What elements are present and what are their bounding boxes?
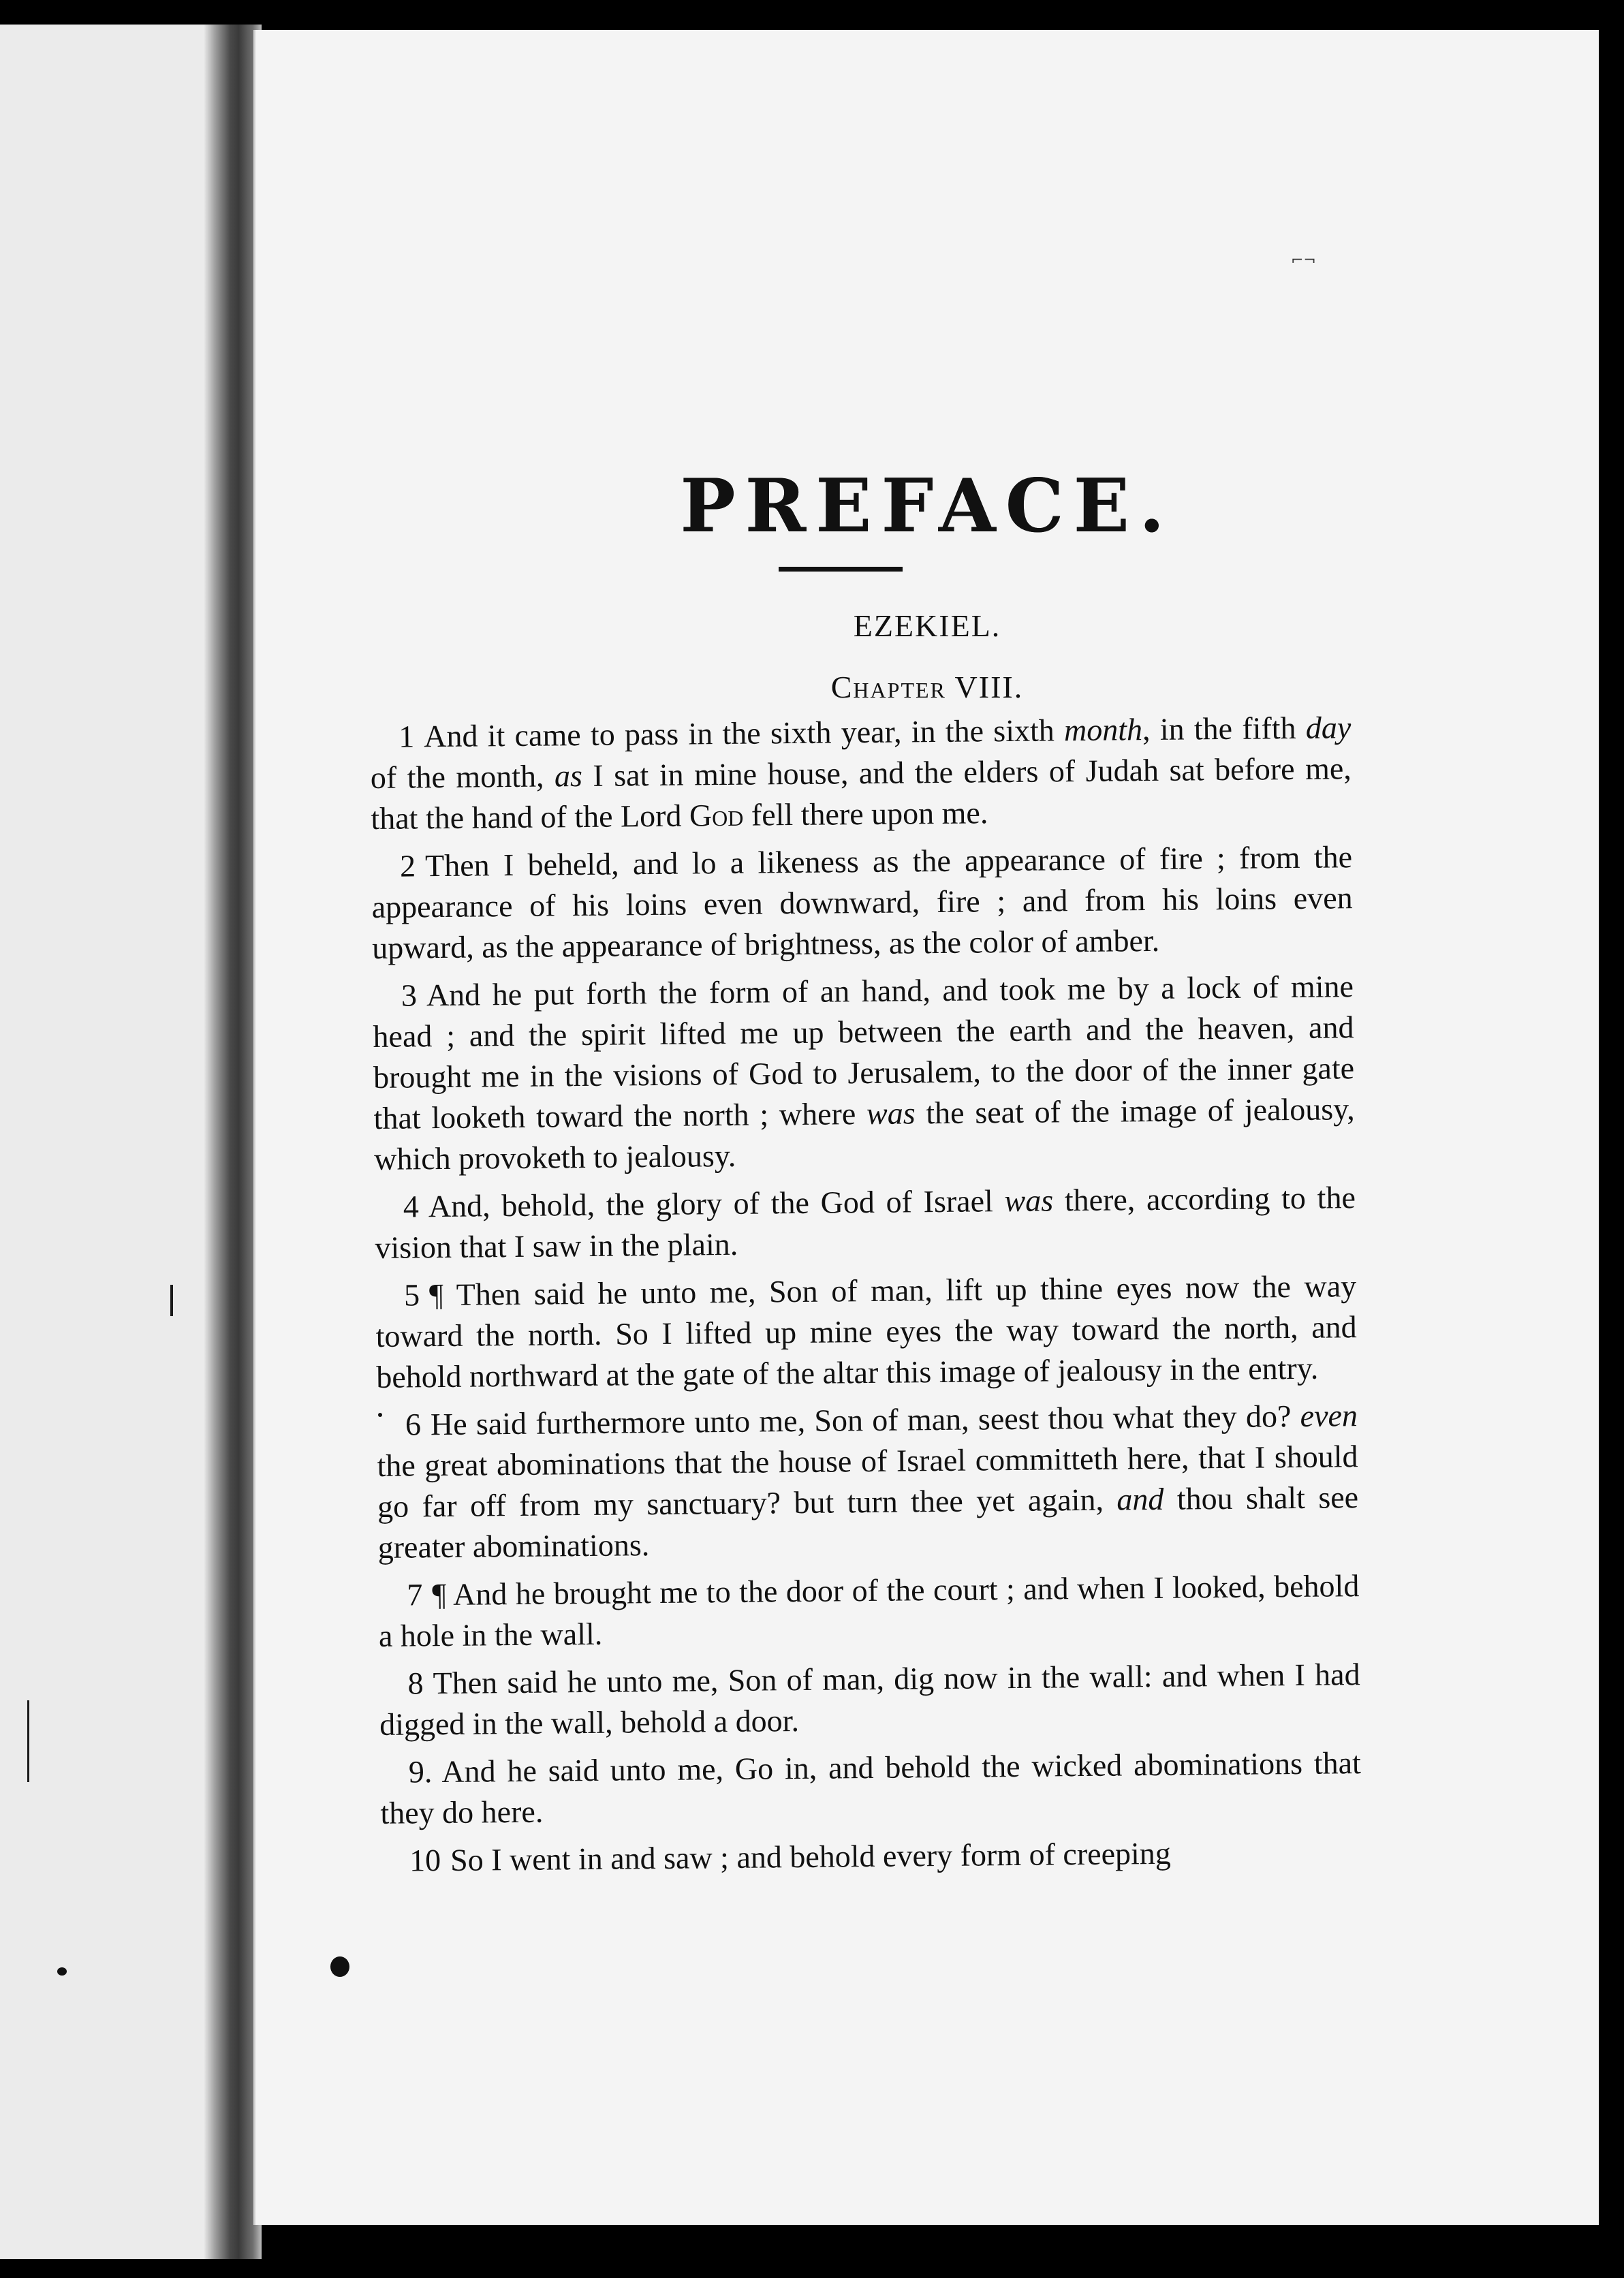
verse-text: And it came to pass in the sixth year, in the sixth [424,713,1065,754]
margin-mark [170,1285,173,1316]
verse-italic-text: was [866,1095,916,1132]
verse-paragraph [380,1743,1362,1834]
verse-number: 3 [401,978,418,1013]
book-heading: EZEKIEL. [853,608,1001,643]
preface-page [253,30,1599,2225]
verse-text: of the month, [370,758,555,795]
verse-number: 8 [407,1666,424,1701]
verse-text: , in the fifth [1142,710,1307,747]
ink-speck [57,1967,67,1976]
page-corner-mark: ⌐¬ [1291,252,1316,269]
verse-number: 9. [408,1754,433,1790]
facing-page-left [0,25,204,2259]
verse-text: the seat of the image of jealousy, which provoketh to jealousy. [373,1091,1355,1176]
verse-smallcaps-text: God [689,797,744,833]
margin-mark [27,1700,29,1782]
verse-paragraph [375,1266,1358,1398]
verse-text: ¶ Then said he unto me, Son of man, lift up thine eyes now the way toward the north. So I lifted up mine eyes the way toward the north, and behold northward at the gate of the altar this image of jealousy in the entry. [375,1268,1357,1394]
verse-number: 6 [405,1407,422,1442]
verse-paragraph [377,1395,1359,1568]
verse-italic-text: day [1305,710,1352,745]
verse-text: Then said he unto me, Son of man, dig now in the wall: and when I had digged in the wall, behold a door. [379,1657,1360,1742]
verse-number: 1 [399,719,415,754]
verse-text: And he said unto me, Go in, and behold the wicked abominations that they do here. [380,1745,1362,1830]
verse-number: 5 [403,1277,420,1313]
verse-list [370,707,1362,1888]
verse-paragraph [381,1831,1362,1882]
verse-italic-text: even [1300,1398,1358,1433]
verse-italic-text: was [1004,1183,1054,1219]
verse-paragraph [379,1654,1360,1745]
verse-paragraph [378,1565,1360,1657]
verse-text: And, behold, the glory of the God of Israel [428,1183,1005,1224]
title-rule [779,567,903,572]
verse-text: there, according to the vision that I saw in the plain. [375,1180,1356,1265]
verse-text: Then I beheld, and lo a likeness as the appearance of fire ; from the appearance of his loins even downward, fire ; and from his loins even upward, as the appearance of brightness, as the color of amber. [371,839,1353,965]
verse-text: I sat in mine house, and the elders of Judah sat before me, that the hand of the Lord [371,751,1352,836]
verse-text: the great abominations that the house of Israel committeth here, that I should go far off from my sanctuary? but turn thee yet again, [377,1439,1358,1524]
page-title: PREFACE. [680,463,1174,549]
verse-number: 2 [399,848,416,884]
verse-number: 7 [407,1577,423,1612]
verse-text: fell there upon me. [743,795,988,832]
verse-text: ¶ And he brought me to the door of the court ; and when I looked, behold a hole in the wall. [378,1568,1360,1653]
verse-italic-text: month [1063,712,1143,748]
verse-italic-text: as [554,758,583,794]
chapter-heading: Chapter VIII. [830,670,1024,704]
ink-speck [330,1956,349,1977]
verse-text: He said furthermore unto me, Son of man, seest thou what they do? [430,1398,1300,1442]
verse-text: So I went in and saw ; and behold every form of creeping [450,1835,1172,1877]
ink-speck [378,1413,382,1417]
verse-text: And he put forth the form of an hand, and took me by a lock of mine head ; and the spirit lifted me up between the earth and the heaven, and brought me in the visions of God to Jerusalem, to the door of the inner gate that looketh toward the north ; where [373,969,1355,1136]
verse-paragraph [370,707,1352,839]
verse-number: 4 [403,1189,420,1224]
verse-number: 10 [409,1843,441,1878]
verse-paragraph [373,966,1356,1180]
verse-paragraph [371,837,1354,969]
verse-italic-text: and [1116,1481,1164,1517]
verse-text: thou shalt see greater abominations. [377,1480,1359,1565]
verse-paragraph [375,1177,1356,1268]
